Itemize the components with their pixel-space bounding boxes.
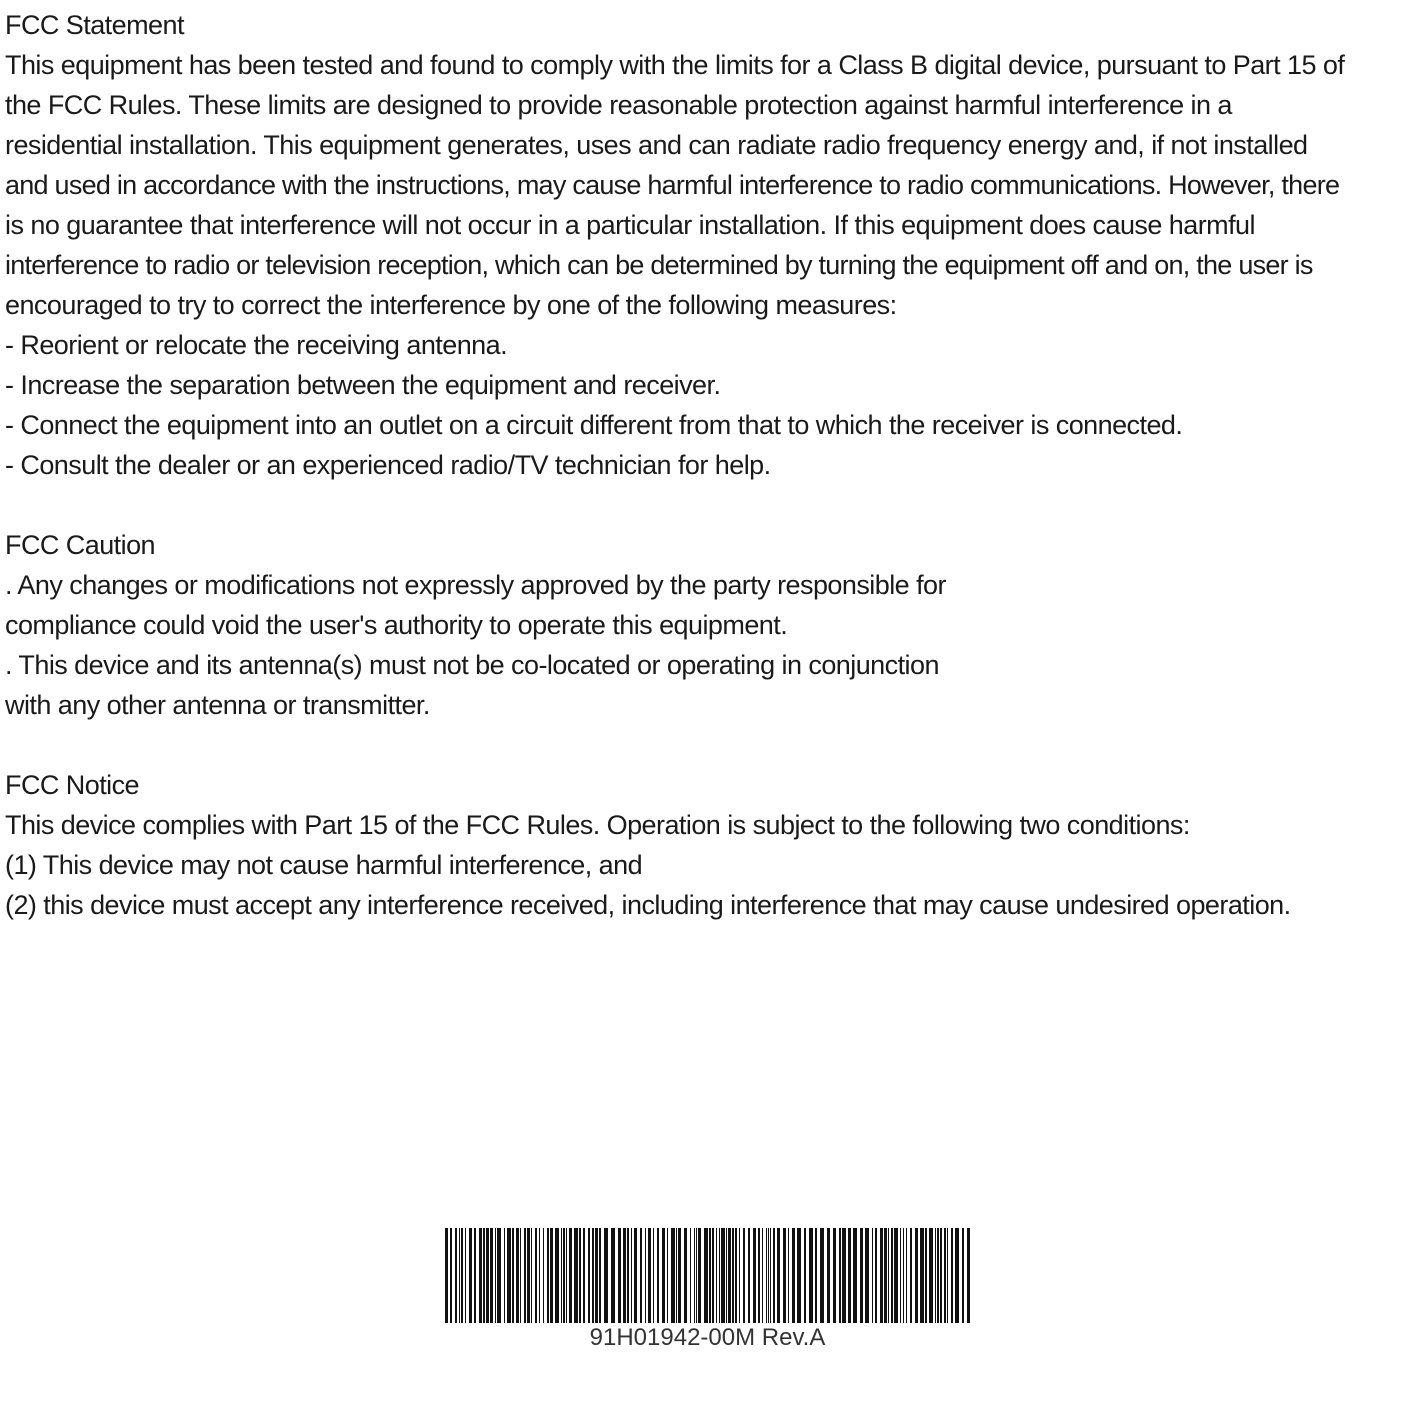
- barcode-bar: [634, 1228, 637, 1323]
- barcode-bar: [884, 1228, 887, 1323]
- barcode-bar: [455, 1228, 457, 1323]
- barcode-bar: [539, 1228, 540, 1323]
- barcode-bar: [880, 1228, 883, 1323]
- barcode-bar: [967, 1228, 970, 1323]
- barcode-bar: [599, 1228, 601, 1323]
- barcode-bar: [848, 1228, 851, 1323]
- barcode-bar: [678, 1228, 681, 1323]
- barcode-bar: [479, 1228, 482, 1323]
- barcode-bar: [833, 1228, 836, 1323]
- barcode-bar: [676, 1228, 677, 1323]
- barcode-bar: [860, 1228, 863, 1323]
- barcode-bar: [445, 1228, 448, 1323]
- barcode-bar: [631, 1228, 632, 1323]
- barcode-bar: [579, 1228, 581, 1323]
- barcode-bar: [698, 1228, 701, 1323]
- document-body: [5, 5, 1415, 925]
- barcode-bar: [595, 1228, 598, 1323]
- fcc-statement-line: This equipment has been tested and found to comply with the limits for a Class B digital device, pursuant to Part 15 of: [5, 50, 1345, 80]
- barcode-bar: [962, 1228, 964, 1323]
- barcode-bar: [657, 1228, 659, 1323]
- barcode-bar: [820, 1228, 824, 1323]
- fcc-statement-line: residential installation. This equipment generates, uses and can radiate radio frequency energy and, if not installed: [5, 130, 1308, 160]
- barcode-bar: [809, 1228, 813, 1323]
- barcode-bar: [550, 1228, 553, 1323]
- fcc-notice-heading: FCC Notice: [5, 770, 140, 800]
- barcode-bar: [937, 1228, 939, 1323]
- barcode-bar: [690, 1228, 691, 1323]
- barcode-image: [445, 1228, 970, 1323]
- fcc-measure-item: - Connect the equipment into an outlet on a circuit different from that to which the receiver is connected.: [5, 410, 1183, 440]
- barcode-bar: [504, 1228, 505, 1323]
- barcode-bar: [929, 1228, 933, 1323]
- barcode-bar: [732, 1228, 734, 1323]
- fcc-caution-heading: FCC Caution: [5, 530, 156, 560]
- barcode-bar: [721, 1228, 725, 1323]
- barcode-bar: [450, 1228, 452, 1323]
- barcode-bar: [640, 1228, 642, 1323]
- barcode-bar: [696, 1228, 697, 1323]
- barcode-bar: [872, 1228, 873, 1323]
- barcode-bar: [618, 1228, 621, 1323]
- barcode-bar: [753, 1228, 756, 1323]
- barcode-bar: [588, 1228, 590, 1323]
- barcode-bar: [667, 1228, 668, 1323]
- fcc-statement-line: and used in accordance with the instructions, may cause harmful interference to radio communications. However, there: [5, 170, 1340, 200]
- section-spacer: [5, 725, 1415, 765]
- barcode-bar: [827, 1228, 830, 1323]
- barcode-bar: [900, 1228, 901, 1323]
- barcode-bar: [459, 1228, 460, 1323]
- barcode-bar: [955, 1228, 959, 1323]
- barcode-bar: [940, 1228, 942, 1323]
- fcc-statement-line: is no guarantee that interference will not occur in a particular installation. If this equipment does cause harmful: [5, 210, 1255, 240]
- barcode-caption: 91H01942-00M Rev.A: [589, 1324, 826, 1351]
- barcode-bar: [906, 1228, 907, 1323]
- barcode-bar: [792, 1228, 795, 1323]
- barcode-bar: [839, 1228, 841, 1323]
- barcode-bar: [469, 1228, 472, 1323]
- fcc-notice-line: (1) This device may not cause harmful interference, and: [5, 850, 643, 880]
- barcode-bar: [461, 1228, 463, 1323]
- barcode-bar: [788, 1228, 789, 1323]
- barcode-bar: [648, 1228, 651, 1323]
- barcode-bar: [728, 1228, 731, 1323]
- barcode-bar: [748, 1228, 750, 1323]
- barcode-bar: [915, 1228, 918, 1323]
- fcc-caution-line: . Any changes or modifications not expressly approved by the party responsible for: [5, 570, 946, 600]
- barcode-bar: [716, 1228, 717, 1323]
- barcode-bar: [865, 1228, 869, 1323]
- barcode-bar: [604, 1228, 608, 1323]
- barcode-bar: [645, 1228, 646, 1323]
- barcode-bar: [735, 1228, 737, 1323]
- barcode-bar: [709, 1228, 711, 1323]
- barcode-bar: [773, 1228, 775, 1323]
- barcode-bar: [563, 1228, 565, 1323]
- barcode-bar: [662, 1228, 665, 1323]
- barcode-bar: [684, 1228, 687, 1323]
- barcode-bar: [516, 1228, 519, 1323]
- barcode-bar: [947, 1228, 948, 1323]
- fcc-statement-line: the FCC Rules. These limits are designed to provide reasonable protection against harmful interference in a: [5, 90, 1232, 120]
- barcode-bar: [483, 1228, 485, 1323]
- barcode-bar: [547, 1228, 549, 1323]
- barcode-bar: [474, 1228, 476, 1323]
- barcode-bar: [762, 1228, 763, 1323]
- barcode-bar: [797, 1228, 801, 1323]
- barcode-bar: [910, 1228, 912, 1323]
- barcode-bar: [944, 1228, 946, 1323]
- fcc-measure-item: - Reorient or relocate the receiving antenna.: [5, 330, 508, 360]
- barcode-bar: [951, 1228, 953, 1323]
- barcode-bar: [512, 1228, 514, 1323]
- fcc-measure-item: - Consult the dealer or an experienced radio/TV technician for help.: [5, 450, 771, 480]
- barcode-bar: [770, 1228, 771, 1323]
- barcode-bar: [527, 1228, 530, 1323]
- barcode-bar: [888, 1228, 889, 1323]
- barcode-bar: [739, 1228, 740, 1323]
- barcode-bar: [653, 1228, 654, 1323]
- barcode-bar: [694, 1228, 695, 1323]
- barcode-bar: [935, 1228, 936, 1323]
- barcode-bar: [490, 1228, 493, 1323]
- barcode-bar: [627, 1228, 629, 1323]
- barcode-bar: [726, 1228, 727, 1323]
- barcode-label: [445, 1228, 970, 1353]
- barcode-bar: [671, 1228, 675, 1323]
- barcode-bar: [920, 1228, 924, 1323]
- barcode-bar: [768, 1228, 769, 1323]
- fcc-caution-line: . This device and its antenna(s) must not be co-located or operating in conjunction: [5, 650, 939, 680]
- barcode-bar: [842, 1228, 846, 1323]
- barcode-bar: [495, 1228, 496, 1323]
- fcc-measure-item: - Increase the separation between the equipment and receiver.: [5, 370, 721, 400]
- barcode-bar: [704, 1228, 708, 1323]
- fcc-statement-line: interference to radio or television reception, which can be determined by turning the equipment off and on, the user is: [5, 250, 1313, 280]
- barcode-bar: [543, 1228, 544, 1323]
- fcc-caution-line: compliance could void the user's authority to operate this equipment.: [5, 610, 788, 640]
- barcode-bar: [569, 1228, 572, 1323]
- fcc-caution-line: with any other antenna or transmitter.: [5, 690, 430, 720]
- barcode-bar: [903, 1228, 904, 1323]
- barcode-bar: [465, 1228, 466, 1323]
- barcode-bar: [520, 1228, 521, 1323]
- barcode-bar: [507, 1228, 511, 1323]
- barcode-bar: [712, 1228, 714, 1323]
- barcode-bar: [561, 1228, 562, 1323]
- barcode-bar: [743, 1228, 745, 1323]
- fcc-statement-line: encouraged to try to correct the interference by one of the following measures:: [5, 290, 897, 320]
- fcc-notice-line: (2) this device must accept any interference received, including interference that may cause undesired operation.: [5, 890, 1291, 920]
- barcode-bar: [777, 1228, 780, 1323]
- barcode-bar: [815, 1228, 817, 1323]
- fcc-notice-line: This device complies with Part 15 of the FCC Rules. Operation is subject to the following two conditions:: [5, 810, 1190, 840]
- barcode-bar: [925, 1228, 927, 1323]
- barcode-bar: [611, 1228, 615, 1323]
- barcode-bar: [891, 1228, 893, 1323]
- barcode-bar: [566, 1228, 567, 1323]
- section-spacer: [5, 485, 1415, 525]
- barcode-bar: [875, 1228, 877, 1323]
- barcode-bar: [719, 1228, 720, 1323]
- barcode-bar: [531, 1228, 532, 1323]
- barcode-bar: [758, 1228, 760, 1323]
- barcode-bar: [555, 1228, 559, 1323]
- barcode-bar: [583, 1228, 585, 1323]
- barcode-bar: [592, 1228, 594, 1323]
- barcode-bar: [524, 1228, 526, 1323]
- barcode-bar: [497, 1228, 501, 1323]
- barcode-bar: [766, 1228, 767, 1323]
- barcode-bar: [574, 1228, 578, 1323]
- barcode-bar: [783, 1228, 786, 1323]
- barcode-bar: [853, 1228, 857, 1323]
- barcode-bar: [804, 1228, 806, 1323]
- barcode-bar: [894, 1228, 898, 1323]
- barcode-bar: [535, 1228, 537, 1323]
- fcc-statement-heading: FCC Statement: [5, 10, 184, 40]
- barcode-bar: [486, 1228, 489, 1323]
- barcode-bar: [623, 1228, 626, 1323]
